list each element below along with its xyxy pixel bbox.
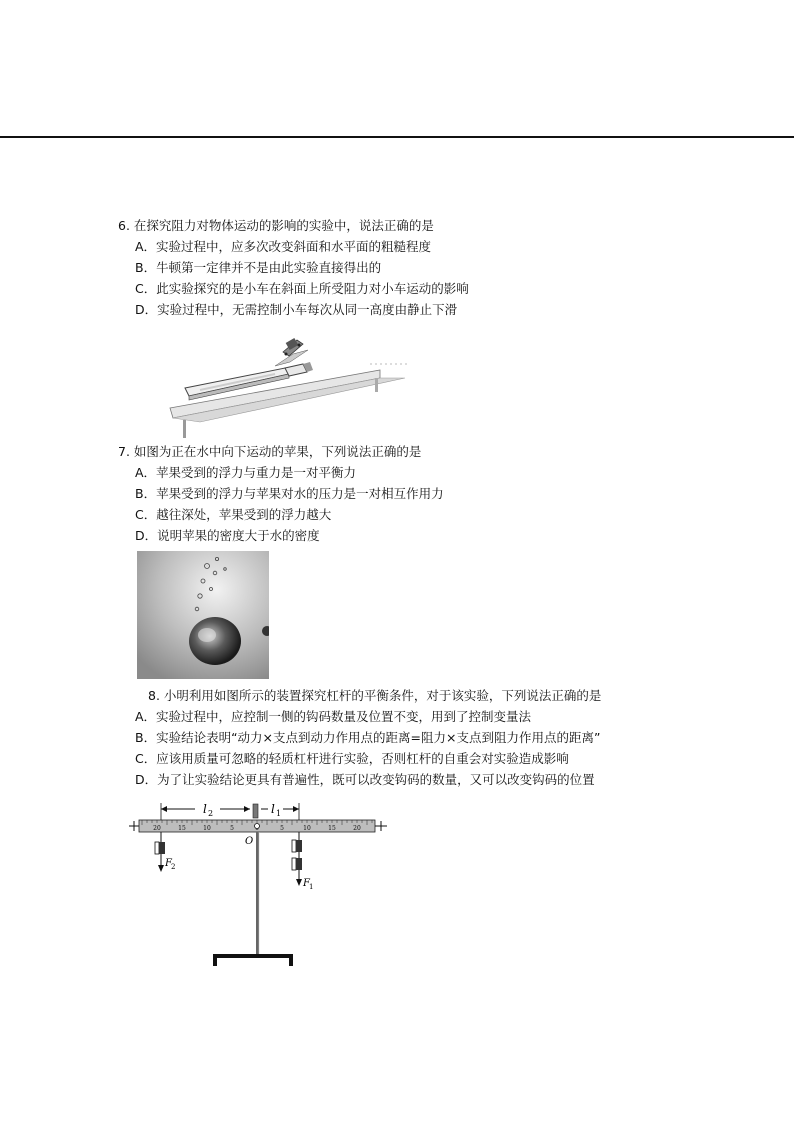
question-8-stem: 8. 小明利用如图所示的装置探究杠杆的平衡条件，对于该实验，下列说法正确的是	[148, 688, 602, 703]
f1-label: F	[303, 878, 310, 889]
question-8-option-b: B．实验结论表明“动力×支点到动力作用点的距离=阻力×支点到阻力作用点的距离”	[135, 730, 601, 745]
l1-label: l	[271, 802, 275, 816]
ruler-tick-label: 5	[280, 825, 284, 832]
pivot	[255, 824, 260, 829]
header-rule	[0, 136, 794, 138]
right-weights	[292, 832, 313, 891]
question-8-option-a: A．实验过程中，应控制一侧的钩码数量及位置不变，用到了控制变量法	[135, 709, 532, 724]
question-6-option-a: A．实验过程中，应多次改变斜面和水平面的粗糙程度	[135, 239, 432, 254]
l2-subscript: 2	[208, 809, 214, 818]
pivot-label: O	[245, 836, 254, 847]
l2-dimension	[161, 802, 250, 820]
f2-label: F	[165, 858, 172, 869]
incline-board	[285, 362, 313, 376]
ruler-tick-label: 10	[203, 825, 211, 832]
l1-subscript: 1	[276, 809, 282, 818]
question-8-option-c: C．应该用质量可忽略的轻质杠杆进行实验，否则杠杆的自重会对实验造成影响	[135, 751, 569, 766]
apple-in-water-photo	[137, 551, 269, 679]
stand	[215, 832, 291, 966]
apple	[189, 617, 241, 665]
l2-label: l	[203, 802, 207, 816]
ruler-tick-label: 20	[153, 825, 161, 832]
left-weight	[155, 832, 175, 872]
question-7-stem: 7. 如图为正在水中向下运动的苹果，下列说法正确的是	[118, 444, 422, 459]
question-7-option-d: D．说明苹果的密度大于水的密度	[135, 528, 320, 543]
question-8-option-d: D．为了让实验结论更具有普遍性，既可以改变钩码的数量，又可以改变钩码的位置	[135, 772, 595, 787]
question-7-option-c: C．越往深处，苹果受到的浮力越大	[135, 507, 332, 522]
lever-apparatus-figure	[125, 798, 390, 970]
l1-dimension	[261, 802, 299, 820]
question-6-stem: 6. 在探究阻力对物体运动的影响的实验中，说法正确的是	[118, 218, 434, 233]
question-7-option-b: B．苹果受到的浮力与苹果对水的压力是一对相互作用力	[135, 486, 444, 501]
question-6-option-c: C．此实验探究的是小车在斜面上所受阻力对小车运动的影响	[135, 281, 469, 296]
ruler-tick-label: 5	[230, 825, 234, 832]
question-6-option-b: B．牛顿第一定律并不是由此实验直接得出的	[135, 260, 382, 275]
ruler-tick-label: 20	[353, 825, 361, 832]
ruler-tick-label: 10	[303, 825, 311, 832]
question-6-option-d: D．实验过程中，无需控制小车每次从同一高度由静止下滑	[135, 302, 458, 317]
f1-subscript: 1	[309, 883, 314, 891]
ruler-tick-label: 15	[178, 825, 186, 832]
incline-cart-figure	[165, 330, 415, 440]
ruler-tick-label: 15	[328, 825, 336, 832]
stand-top	[253, 804, 258, 818]
f2-subscript: 2	[171, 863, 176, 871]
table-surface	[170, 370, 405, 438]
question-7-option-a: A．苹果受到的浮力与重力是一对平衡力	[135, 465, 357, 480]
